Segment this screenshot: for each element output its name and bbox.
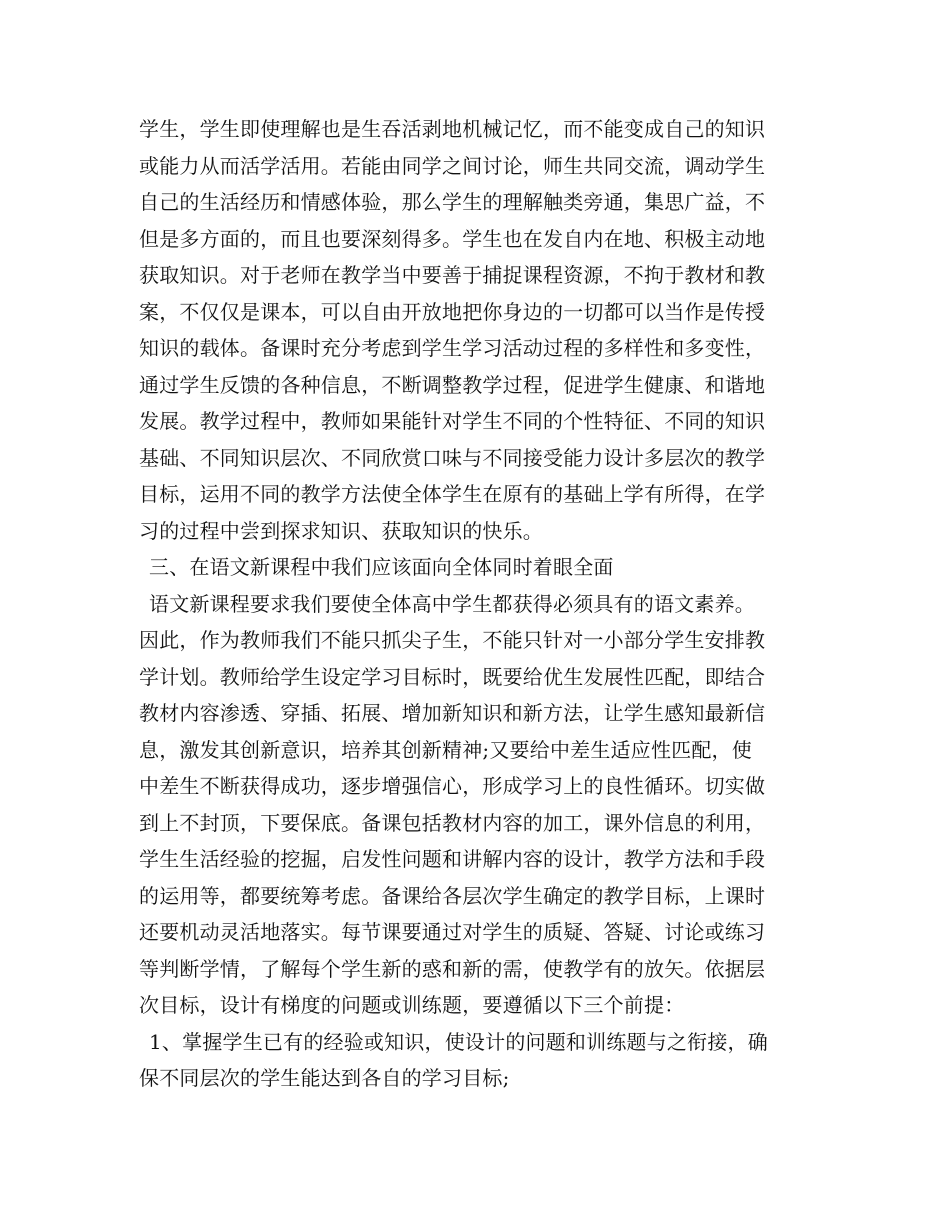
- body-line: 保不同层次的学生能达到各自的学习目标;: [139, 1066, 510, 1090]
- body-line: 息，激发其创新意识，培养其创新精神;又要给中差生适应性匹配，使: [139, 737, 752, 762]
- body-line: 或能力从而活学活用。若能由同学之间讨论，师生共同交流，调动学生: [139, 153, 766, 178]
- body-line: 语文新课程要求我们要使全体高中学生都获得必须具有的语文素养。: [149, 591, 755, 616]
- document-body: [139, 111, 819, 1097]
- body-line: 获取知识。对于老师在教学当中要善于捕捉课程资源，不拘于教材和教: [139, 263, 766, 287]
- body-line: 自己的生活经历和情感体验，那么学生的理解触类旁通，集思广益，不: [139, 190, 766, 214]
- body-line: 还要机动灵活地落实。每节课要通过对学生的质疑、答疑、讨论或练习: [139, 920, 766, 944]
- body-line: 习的过程中尝到探求知识、获取知识的快乐。: [139, 518, 543, 543]
- body-line: 但是多方面的，而且也要深刻得多。学生也在发自内在地、积极主动地: [139, 226, 766, 251]
- body-line: 中差生不断获得成功，逐步增强信心，形成学习上的良性循环。切实做: [139, 774, 766, 798]
- body-line: 目标，运用不同的教学方法使全体学生在原有的基础上学有所得，在学: [139, 482, 766, 506]
- body-line: 知识的载体。备课时充分考虑到学生学习活动过程的多样性和多变性，: [139, 336, 766, 360]
- body-line: 学生，学生即使理解也是生吞活剥地机械记忆，而不能变成自己的知识: [139, 117, 766, 141]
- body-line: 案，不仅仅是课本，可以自由开放地把你身边的一切都可以当作是传授: [139, 299, 766, 324]
- body-line: 学计划。教师给学生设定学习目标时，既要给优生发展性匹配，即结合: [139, 664, 766, 689]
- body-line: 到上不封顶，下要保底。备课包括教材内容的加工，课外信息的利用，: [139, 810, 766, 835]
- body-line: 发展。教学过程中，教师如果能针对学生不同的个性特征、不同的知识: [139, 409, 766, 433]
- body-line: 基础、不同知识层次、不同欣赏口味与不同接受能力设计多层次的教学: [139, 445, 766, 470]
- body-line: 通过学生反馈的各种信息，不断调整教学过程，促进学生健康、和谐地: [139, 372, 766, 397]
- body-line: 次目标，设计有梯度的问题或训练题，要遵循以下三个前提：: [139, 993, 685, 1017]
- section-heading: 三、在语文新课程中我们应该面向全体同时着眼全面: [149, 555, 614, 579]
- list-item: 1、掌握学生已有的经验或知识，使设计的问题和训练题与之衔接，确: [149, 1029, 768, 1054]
- body-line: 因此，作为教师我们不能只抓尖子生，不能只针对一小部分学生安排教: [139, 628, 766, 652]
- body-line: 等判断学情，了解每个学生新的惑和新的需，使教学有的放矢。依据层: [139, 956, 766, 981]
- body-line: 教材内容渗透、穿插、拓展、增加新知识和新方法，让学生感知最新信: [139, 701, 766, 725]
- body-line: 学生生活经验的挖掘，启发性问题和讲解内容的设计，教学方法和手段: [139, 847, 766, 871]
- body-line: 的运用等，都要统筹考虑。备课给各层次学生确定的教学目标，上课时: [139, 883, 766, 908]
